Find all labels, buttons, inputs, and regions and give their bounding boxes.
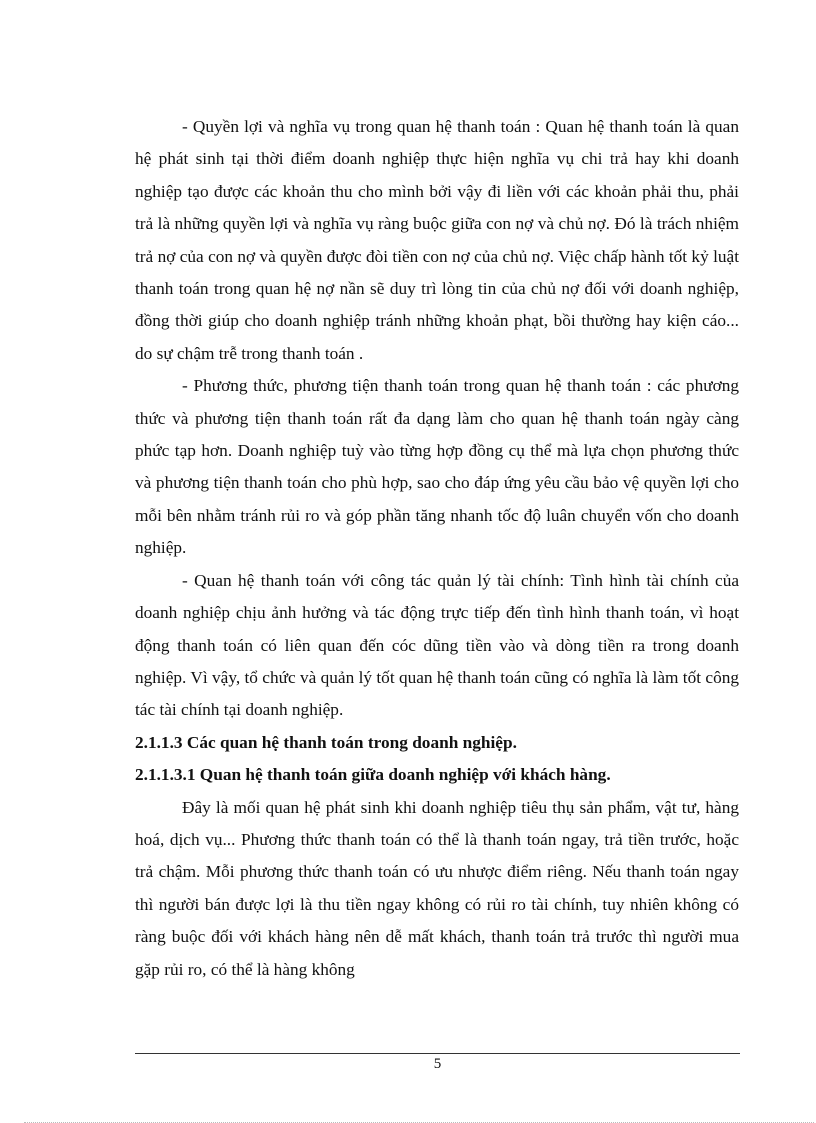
paragraph-rights-obligations: - Quyền lợi và nghĩa vụ trong quan hệ thanh toán : Quan hệ thanh toán là quan hệ phát sinh tại thời điểm doanh nghiệp thực hiện nghĩa vụ chi trả hay khi doanh nghiệp tạo được các khoản thu cho mình bởi vậy đi liền với các khoản phải thu, phải trả là những quyền lợi và nghĩa vụ ràng buộc giữa con nợ và chủ nợ. Đó là trách nhiệm trả nợ của con nợ và quyền được đòi tiền con nợ của chủ nợ. Việc chấp hành tốt kỷ luật thanh toán trong quan hệ nợ nần sẽ duy trì lòng tin của chủ nợ đối với doanh nghiệp, đồng thời giúp cho doanh nghiệp tránh những khoản phạt, bồi thường hay kiện cáo... do sự chậm trễ trong thanh toán . (135, 117, 739, 363)
subsection-heading: 2.1.1.3.1 Quan hệ thanh toán giữa doanh nghiệp với khách hàng. (135, 765, 611, 785)
section-heading: 2.1.1.3 Các quan hệ thanh toán trong doanh nghiệp. (135, 732, 517, 752)
footer-divider (135, 1053, 740, 1054)
paragraph-payment-methods: - Phương thức, phương tiện thanh toán trong quan hệ thanh toán : các phương thức và phương tiện thanh toán rất đa dạng làm cho quan hệ thanh toán ngày càng phức tạp hơn. Doanh nghiệp tuỳ vào từng hợp đồng cụ thể mà lựa chọn phương thức và phương tiện thanh toán cho phù hợp, sao cho đáp ứng yêu cầu bảo vệ quyền lợi cho mỗi bên nhằm tránh rủi ro và góp phần tăng nhanh tốc độ luân chuyển vốn cho doanh nghiệp. (135, 376, 739, 558)
document-body (135, 111, 739, 986)
paragraph-financial-management: - Quan hệ thanh toán với công tác quản lý tài chính: Tình hình tài chính của doanh nghiệp chịu ảnh hưởng và tác động trực tiếp đến tình hình thanh toán, vì hoạt động thanh toán có liên quan đến cóc dũng tiền vào và dòng tiền ra trong doanh nghiệp. Vì vậy, tổ chức và quản lý tốt quan hệ thanh toán cũng có nghĩa là làm tốt công tác tài chính tại doanh nghiệp. (135, 570, 739, 720)
page-number: 5 (433, 1056, 442, 1072)
paragraph-customer-relations: Đây là mối quan hệ phát sinh khi doanh nghiệp tiêu thụ sản phẩm, vật tư, hàng hoá, dịch vụ... Phương thức thanh toán có thể là thanh toán ngay, trả tiền trước, hoặc trả chậm. Mỗi phương thức thanh toán có ưu nhược điểm riêng. Nếu thanh toán ngay thì người bán được lợi là thu tiền ngay không có rủi ro tài chính, tuy nhiên không có ràng buộc đối với khách hàng nên dễ mất khách, thanh toán trả trước thì người mua gặp rủi ro, có thể là hàng không (135, 797, 739, 979)
